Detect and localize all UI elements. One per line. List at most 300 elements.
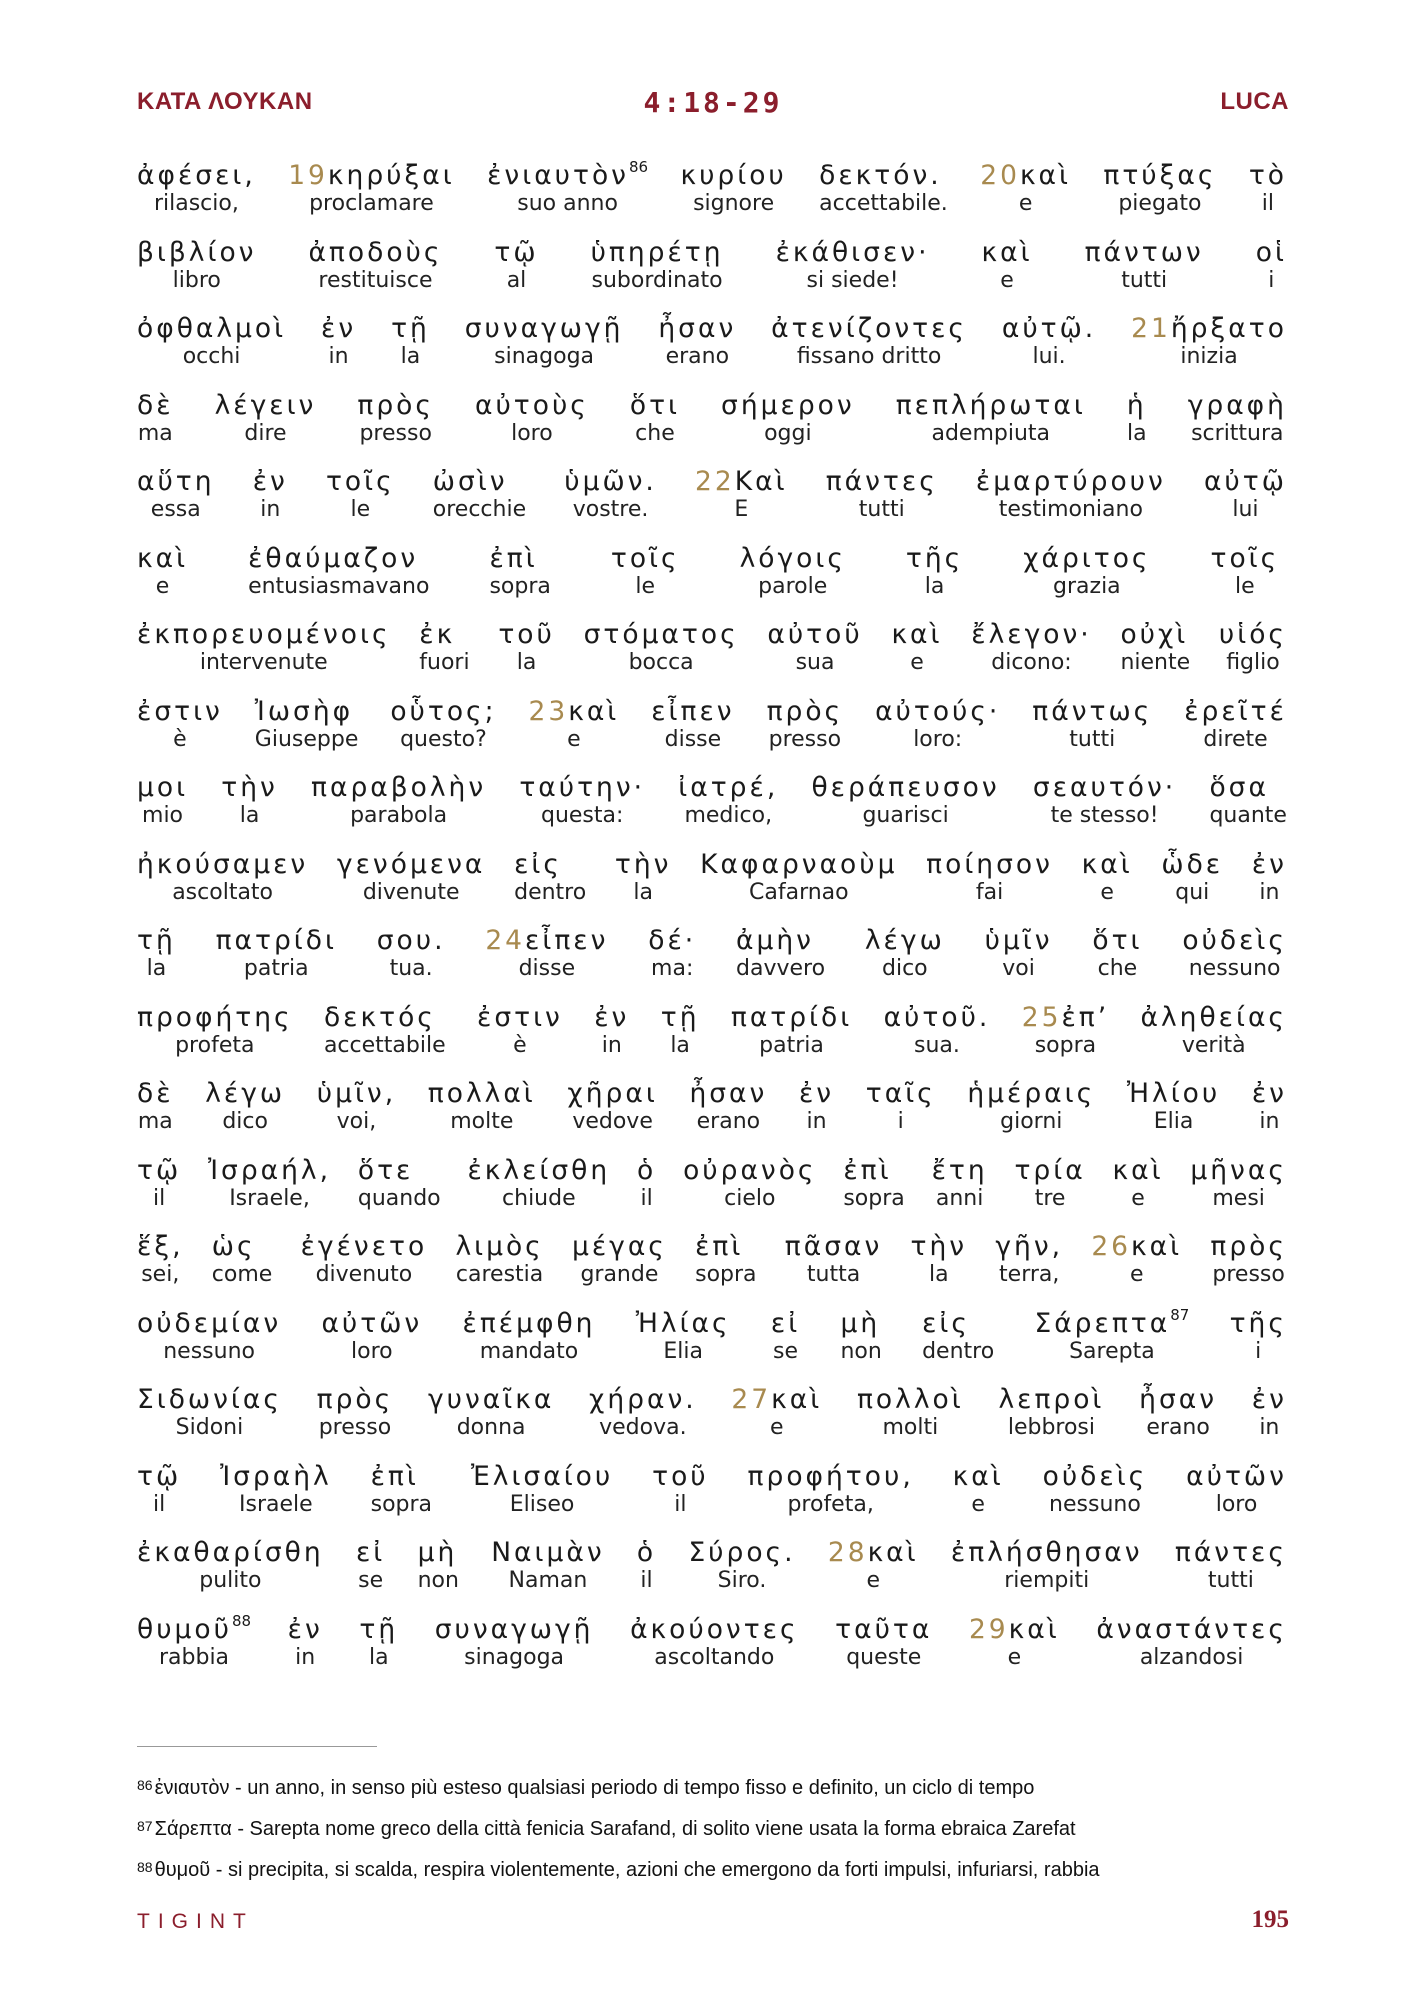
greek-word: [985, 925, 1053, 957]
italian-gloss: chiude: [502, 1185, 576, 1211]
italian-gloss: subordinato: [591, 267, 723, 293]
footnote-divider: [137, 1746, 377, 1747]
greek-word: [1204, 466, 1287, 498]
greek-text: τῇ: [660, 1001, 700, 1033]
greek-text: αὐτῶν: [321, 1307, 423, 1339]
italian-gloss: presso: [359, 420, 432, 446]
word-unit: [221, 772, 278, 828]
word-unit: [896, 390, 1086, 446]
greek-text: δέ·: [648, 925, 697, 956]
greek-text: ἀληθείας: [1140, 1001, 1287, 1033]
italian-gloss: essa: [150, 497, 201, 522]
word-unit: [911, 1231, 968, 1287]
italian-gloss: accettabile: [323, 1032, 446, 1058]
greek-word: [731, 1002, 852, 1034]
greek-word: [661, 1002, 700, 1034]
italian-gloss: presso: [768, 726, 842, 752]
greek-text: πρὸς: [316, 1384, 394, 1415]
word-unit: [637, 1537, 656, 1593]
italian-gloss: divenuto: [315, 1262, 413, 1287]
greek-word: [840, 1308, 881, 1340]
greek-word: [487, 160, 648, 192]
greek-word: [419, 619, 469, 651]
word-unit: [301, 1231, 428, 1287]
greek-word: [248, 543, 429, 575]
greek-text: λέγειν: [214, 389, 317, 421]
footnotes: [137, 1766, 1297, 1889]
greek-text: δὲ: [137, 389, 174, 421]
greek-text: ταῦτα: [835, 1613, 933, 1645]
word-unit: [205, 1078, 285, 1134]
greek-word: [683, 1155, 816, 1187]
greek-text: χῆραι: [567, 1078, 658, 1109]
word-unit: [922, 1308, 994, 1364]
italian-gloss: sua: [795, 650, 835, 675]
italian-gloss: carestia: [455, 1262, 544, 1287]
word-unit: [137, 1384, 282, 1440]
greek-text: ποίησον: [926, 848, 1053, 880]
word-unit: [953, 1461, 1004, 1517]
greek-word: [324, 1002, 446, 1034]
italian-gloss: la: [146, 956, 167, 981]
greek-text: αὐτῷ: [1203, 466, 1287, 497]
greek-text: Ἠλίου: [1126, 1078, 1221, 1109]
italian-gloss: e: [971, 1491, 985, 1517]
italian-gloss: rilascio,: [153, 191, 239, 216]
greek-word: [137, 1078, 174, 1110]
word-unit: [357, 390, 434, 446]
italian-gloss: ma:: [651, 956, 694, 981]
verse-number: 25: [1021, 1001, 1062, 1033]
word-unit: [428, 1384, 554, 1440]
word-unit: [317, 1078, 396, 1134]
word-unit: [926, 849, 1053, 905]
greek-word: [390, 696, 496, 728]
word-unit: [971, 619, 1091, 675]
greek-word: [906, 543, 963, 575]
greek-word: [1022, 1002, 1109, 1034]
italian-gloss: il: [674, 1491, 687, 1517]
greek-word: [884, 1002, 991, 1034]
greek-text: ἤρξατο: [1170, 313, 1287, 344]
word-unit: [137, 849, 308, 905]
greek-text: ἐθαύμαζον: [248, 542, 419, 574]
greek-text: ἐν: [321, 313, 357, 344]
greek-word: [137, 1461, 181, 1493]
greek-text: πάντες: [825, 466, 938, 497]
italian-gloss: se: [358, 1568, 384, 1593]
greek-word: [455, 1231, 543, 1263]
italian-gloss: piegato: [1118, 191, 1202, 216]
word-unit: [467, 1155, 610, 1211]
italian-gloss: la: [633, 879, 653, 905]
greek-word: [589, 1384, 697, 1416]
greek-text: οὐρανὸς: [683, 1154, 817, 1186]
greek-text: πτύξας: [1103, 160, 1217, 191]
greek-text: καὶ: [137, 542, 189, 574]
greek-word: [471, 1461, 613, 1493]
greek-word: [465, 313, 624, 345]
italian-gloss: cielo: [724, 1185, 776, 1211]
word-unit: [637, 1155, 656, 1211]
greek-word: [564, 466, 657, 498]
word-unit: [567, 1078, 657, 1134]
word-unit: [1190, 1155, 1286, 1211]
italian-gloss: presso: [1212, 1262, 1285, 1287]
word-unit: [658, 313, 736, 369]
interlinear-line: [137, 237, 1297, 314]
greek-word: [528, 696, 619, 728]
italian-gloss: medico,: [684, 803, 773, 828]
word-unit: [985, 925, 1053, 981]
italian-gloss: profeta: [175, 1032, 255, 1058]
word-unit: [220, 1461, 332, 1517]
italian-gloss: Israele: [239, 1491, 313, 1517]
italian-gloss: e: [910, 650, 924, 675]
italian-gloss: parole: [758, 573, 828, 599]
greek-word: [288, 1614, 323, 1646]
greek-word: [317, 1078, 396, 1110]
greek-text: Ἰσραὴλ: [220, 1460, 332, 1492]
italian-gloss: loro: [351, 1338, 393, 1364]
interlinear-line: [137, 696, 1297, 773]
word-unit: [591, 237, 724, 293]
greek-word: [648, 925, 696, 957]
greek-word: [475, 390, 589, 422]
word-unit: [359, 1614, 398, 1670]
greek-text: ἐν: [1251, 1078, 1287, 1109]
verse-number: 20: [980, 160, 1020, 191]
greek-text: ἦσαν: [658, 313, 737, 344]
greek-text: ἐκλείσθη: [467, 1154, 611, 1186]
italian-gloss: non: [840, 1338, 882, 1364]
italian-gloss: testimoniano: [998, 497, 1143, 522]
greek-text: καὶ: [1112, 1154, 1164, 1186]
italian-gloss: tutti: [1069, 726, 1116, 752]
greek-text: μὴ: [417, 1537, 458, 1568]
italian-gloss: occhi: [182, 344, 241, 369]
greek-word: [584, 619, 739, 651]
greek-text: μὴ: [840, 1307, 881, 1339]
greek-text: ὀφθαλμοὶ: [137, 313, 287, 344]
italian-gloss: in: [328, 344, 349, 369]
word-unit: [736, 925, 825, 981]
greek-text: ὡς: [211, 1231, 256, 1262]
verse-number: 29: [968, 1613, 1009, 1645]
italian-gloss: e: [1100, 879, 1114, 905]
greek-word: [1096, 1614, 1287, 1646]
greek-text: καὶ: [952, 1460, 1004, 1492]
greek-word: [137, 466, 215, 498]
word-unit: [465, 313, 624, 369]
italian-gloss: che: [1097, 956, 1138, 981]
word-unit: [137, 313, 286, 369]
greek-word: [137, 1384, 282, 1416]
greek-text: ἐν: [287, 1613, 323, 1645]
word-unit: [721, 390, 855, 446]
greek-text: παραβολὴν: [311, 772, 487, 803]
greek-word: [971, 619, 1091, 651]
word-unit: [767, 619, 862, 675]
chapter-verse-range: 4:18-29: [643, 86, 783, 119]
greek-word: [1211, 543, 1280, 575]
greek-word: [137, 925, 176, 957]
italian-gloss: Siro.: [717, 1568, 767, 1593]
greek-text: ὅτε: [357, 1154, 414, 1186]
word-unit: [288, 1614, 323, 1670]
word-unit: [487, 160, 648, 216]
running-head: [137, 86, 1289, 126]
greek-word: [137, 237, 256, 269]
word-unit: [1186, 1461, 1287, 1517]
italian-gloss: in: [806, 1109, 827, 1134]
greek-text: ὑπηρέτῃ: [590, 236, 724, 268]
greek-text: ἐπὶ: [695, 1231, 744, 1262]
greek-text: καὶ: [771, 1384, 823, 1415]
greek-text: καὶ: [891, 619, 943, 650]
greek-text: ἔτη: [931, 1154, 988, 1186]
greek-word: [1091, 1231, 1182, 1263]
italian-gloss: sopra: [1034, 1032, 1097, 1058]
greek-word: [932, 1155, 988, 1187]
book-title-greek: ΚΑΤΑ ΛΟΥΚΑΝ: [137, 88, 313, 115]
page-number: 195: [1251, 1906, 1289, 1933]
italian-gloss: in: [295, 1644, 316, 1670]
greek-word: [700, 849, 897, 881]
italian-gloss: nessuno: [1188, 956, 1281, 981]
greek-text: τοῖς: [610, 542, 680, 574]
word-unit: [494, 237, 538, 293]
italian-gloss: e: [1131, 1185, 1145, 1211]
greek-word: [519, 772, 645, 804]
verse-number: 19: [288, 160, 328, 191]
word-unit: [771, 1308, 800, 1364]
greek-text: υἱός: [1218, 619, 1287, 650]
greek-word: [980, 160, 1071, 192]
greek-word: [1252, 849, 1287, 881]
word-unit: [1014, 1155, 1085, 1211]
italian-gloss: tre: [1034, 1185, 1066, 1211]
word-unit: [651, 696, 734, 752]
greek-word: [216, 925, 337, 957]
greek-word: [695, 1231, 756, 1263]
greek-word: [995, 1231, 1063, 1263]
greek-word: [1023, 543, 1150, 575]
greek-word: [137, 772, 188, 804]
greek-word: [321, 313, 356, 345]
word-unit: [137, 1078, 174, 1134]
verse-number: 23: [528, 695, 569, 727]
greek-text: καὶ: [981, 236, 1033, 268]
italian-gloss: orecchie: [432, 497, 527, 522]
italian-gloss: in: [601, 1032, 622, 1058]
word-unit: [1230, 1308, 1287, 1364]
word-unit: [1120, 619, 1190, 675]
word-unit: [390, 696, 496, 752]
word-unit: [906, 543, 963, 599]
greek-word: [835, 1614, 932, 1646]
greek-word: [689, 1078, 767, 1110]
greek-word: [463, 1308, 596, 1340]
greek-word: [875, 696, 1000, 728]
word-unit: [317, 1384, 394, 1440]
italian-gloss: disse: [664, 726, 722, 752]
word-unit: [678, 772, 778, 828]
greek-word: [1141, 1002, 1287, 1034]
greek-text: ἀμὴν: [736, 925, 814, 956]
word-unit: [683, 1155, 816, 1211]
italian-gloss: tutti: [858, 497, 905, 522]
greek-word: [811, 772, 999, 804]
greek-word: [615, 849, 672, 881]
greek-text: σεαυτόν·: [1032, 772, 1177, 803]
italian-gloss: E: [734, 497, 749, 522]
greek-word: [767, 696, 844, 728]
greek-text: τοῖς: [325, 466, 395, 497]
italian-gloss: e: [567, 726, 581, 752]
italian-gloss: i: [1268, 267, 1275, 293]
italian-gloss: questo?: [400, 726, 487, 752]
greek-word: [137, 1002, 293, 1034]
word-unit: [137, 619, 391, 675]
greek-text: ἦσαν: [1139, 1384, 1218, 1415]
greek-text: ταύτην·: [519, 772, 646, 803]
greek-word: [1219, 619, 1287, 651]
greek-word: [1252, 1078, 1287, 1110]
word-unit: [1139, 1384, 1217, 1440]
greek-text: καὶ: [1131, 1231, 1183, 1262]
greek-text: λόγοις: [739, 542, 846, 574]
greek-text: σου.: [376, 925, 446, 956]
word-unit: [748, 1461, 914, 1517]
greek-word: [485, 925, 608, 957]
word-unit: [826, 466, 938, 522]
greek-word: [594, 1002, 629, 1034]
footnote-86: [137, 1766, 1297, 1807]
greek-text: οὐδεὶς: [1182, 925, 1287, 956]
greek-text: ἐν: [1251, 848, 1287, 880]
italian-gloss: Sidoni: [175, 1415, 244, 1440]
italian-gloss: Cafarnao: [749, 879, 849, 905]
greek-text: γενόμενα: [336, 848, 486, 880]
italian-gloss: te stesso!: [1050, 803, 1159, 828]
greek-word: [865, 925, 945, 957]
italian-gloss: erano: [1146, 1415, 1210, 1440]
word-unit: [1252, 1078, 1287, 1134]
greek-word: [721, 390, 855, 422]
greek-text: καὶ: [1081, 848, 1133, 880]
italian-gloss: i: [1255, 1338, 1262, 1364]
word-unit: [1252, 1384, 1287, 1440]
word-unit: [489, 543, 550, 599]
publisher-mark: TIGINT: [137, 1910, 254, 1933]
word-unit: [1219, 619, 1287, 675]
greek-text: ὑμῖν,: [316, 1078, 397, 1109]
greek-text: πρὸς: [1210, 1231, 1287, 1262]
greek-text: εἰ: [770, 1307, 801, 1339]
greek-text: προφήτου,: [747, 1460, 914, 1492]
word-unit: [137, 237, 256, 293]
greek-text: ἐν: [798, 1078, 835, 1109]
word-unit: [840, 1308, 881, 1364]
word-unit: [519, 772, 645, 828]
greek-word: [1014, 1155, 1085, 1187]
italian-gloss: Elia: [1153, 1109, 1194, 1134]
greek-word: [767, 619, 862, 651]
greek-text: ὧδε: [1161, 848, 1224, 880]
verse-number: 28: [827, 1537, 868, 1568]
italian-gloss: scrittura: [1191, 420, 1284, 446]
word-unit: [1032, 696, 1152, 752]
greek-text: ἡμέραις: [967, 1078, 1096, 1109]
greek-word: [776, 237, 930, 269]
greek-word: [630, 1614, 798, 1646]
italian-gloss: ma: [137, 420, 173, 446]
footnote-87: [137, 1807, 1297, 1848]
greek-text: αὐτοῦ: [767, 619, 863, 650]
greek-text: αὐτούς·: [875, 695, 1001, 727]
greek-word: [828, 1537, 919, 1569]
word-unit: [528, 696, 619, 752]
greek-word: [637, 1155, 656, 1187]
word-unit: [1141, 1002, 1287, 1058]
greek-word: [736, 925, 825, 957]
greek-text: τὸ: [1248, 160, 1287, 191]
italian-gloss: disse: [518, 956, 576, 981]
greek-word: [489, 543, 550, 575]
greek-word: [1139, 1384, 1217, 1416]
greek-word: [922, 1308, 994, 1340]
greek-text: ταῖς: [865, 1078, 936, 1109]
greek-text: λιμὸς: [455, 1231, 544, 1262]
word-unit: [1096, 1614, 1287, 1670]
greek-word: [1120, 619, 1190, 651]
word-unit: [1127, 1078, 1220, 1134]
word-unit: [767, 696, 844, 752]
italian-gloss: nessuno: [163, 1338, 255, 1364]
greek-word: [514, 849, 586, 881]
italian-gloss: inizia: [1180, 344, 1238, 369]
italian-gloss: fai: [975, 879, 1004, 905]
italian-gloss: Giuseppe: [254, 726, 359, 752]
word-unit: [1161, 849, 1223, 905]
greek-text: τὴν: [910, 1231, 968, 1262]
greek-word: [572, 1231, 667, 1263]
word-unit: [589, 1384, 697, 1440]
greek-word: [1184, 696, 1287, 728]
greek-word: [308, 237, 442, 269]
italian-gloss: presso: [318, 1415, 392, 1440]
italian-gloss: le: [1235, 573, 1255, 599]
greek-word: [215, 390, 317, 422]
verse-number: 26: [1091, 1231, 1132, 1262]
greek-text: μῆνας: [1190, 1154, 1287, 1186]
greek-word: [819, 160, 948, 192]
italian-gloss: alzandosi: [1139, 1644, 1244, 1670]
word-unit: [1002, 313, 1096, 369]
word-unit: [391, 313, 430, 369]
italian-gloss: e: [866, 1568, 880, 1593]
greek-word: [1182, 925, 1287, 957]
greek-text: Καὶ: [734, 466, 788, 497]
greek-word: [1032, 696, 1152, 728]
greek-text: ἀκούοντες: [630, 1613, 799, 1645]
word-unit: [1085, 237, 1204, 293]
word-unit: [865, 925, 945, 981]
greek-word: [651, 696, 734, 728]
italian-gloss: ascoltato: [172, 879, 274, 905]
word-unit: [811, 772, 999, 828]
